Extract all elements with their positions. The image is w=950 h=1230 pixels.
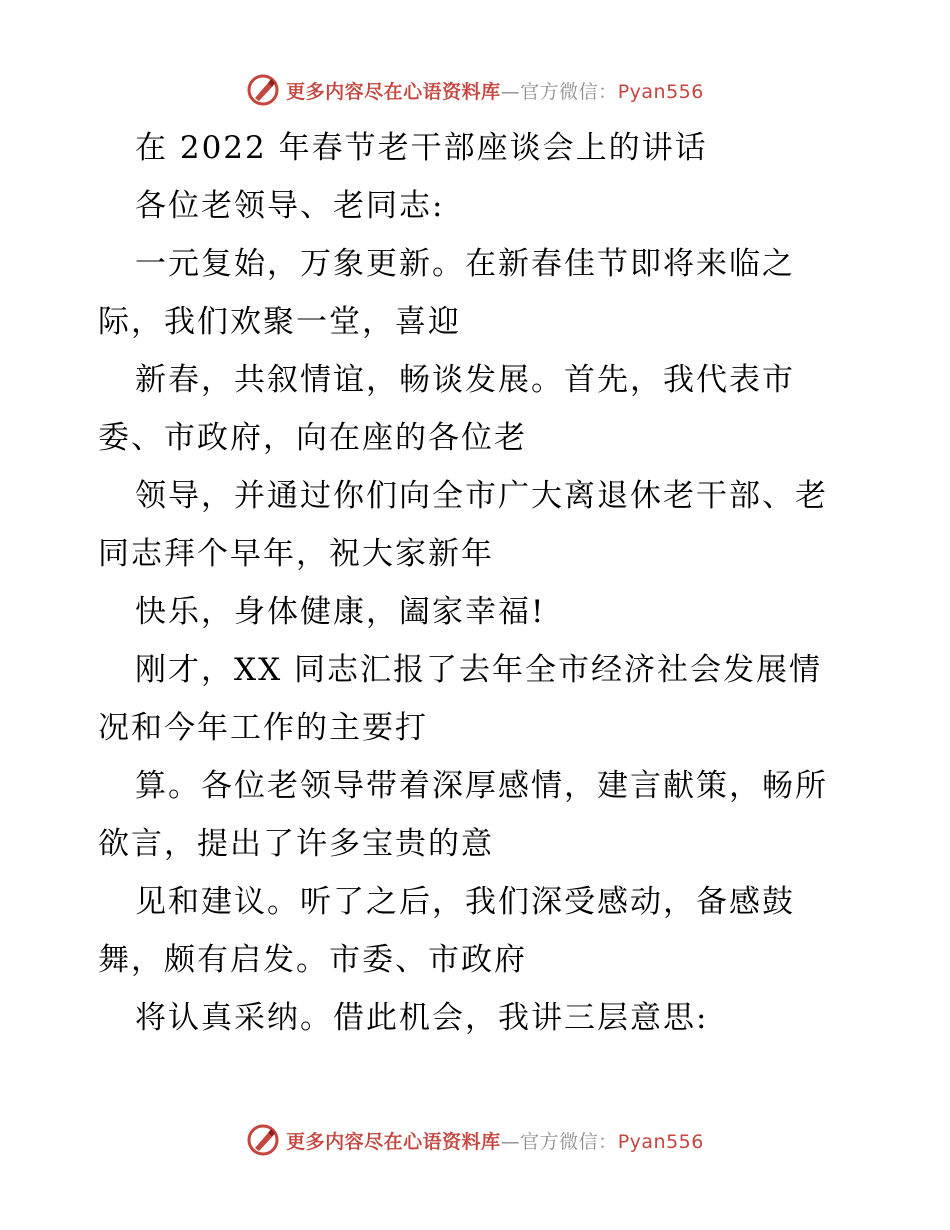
watermark-sub: 官方微信： <box>520 80 618 103</box>
pen-logo-icon <box>246 73 280 107</box>
paragraph-line: 际，我们欢聚一堂，喜迎 <box>98 304 461 340</box>
watermark-group <box>246 1123 704 1157</box>
paragraph-line: 一元复始，万象更新。在新春佳节即将来临之 <box>135 246 795 282</box>
paragraph-line: 刚才，XX 同志汇报了去年全市经济社会发展情 <box>135 652 822 688</box>
watermark-dash: — <box>500 80 521 103</box>
watermark-text <box>286 1127 704 1154</box>
paragraph-line: 欲言，提出了许多宝贵的意 <box>98 826 494 862</box>
document-salutation: 各位老领导、老同志: <box>135 188 445 224</box>
paragraph-line: 算。各位老领导带着深厚感情，建言献策，畅所 <box>135 768 828 804</box>
paragraph-line: 领导，并通过你们向全市广大离退休老干部、老 <box>135 478 828 514</box>
paragraph-line: 见和建议。听了之后，我们深受感动，备感鼓 <box>135 884 795 920</box>
header-watermark <box>0 70 950 110</box>
watermark-dash: — <box>500 1130 521 1153</box>
paragraph-line: 舞，颇有启发。市委、市政府 <box>98 942 527 978</box>
watermark-main: 更多内容尽在心语资料库 <box>286 1130 501 1153</box>
paragraph-line: 将认真采纳。借此机会，我讲三层意思: <box>135 1000 709 1036</box>
paragraph-line: 况和今年工作的主要打 <box>98 710 428 746</box>
footer-watermark <box>0 1120 950 1160</box>
watermark-group <box>246 73 704 107</box>
watermark-main: 更多内容尽在心语资料库 <box>286 80 501 103</box>
document-title: 在 2022 年春节老干部座谈会上的讲话 <box>135 130 708 166</box>
paragraph-line: 委、市政府，向在座的各位老 <box>98 420 527 456</box>
pen-logo-icon <box>246 1123 280 1157</box>
watermark-text <box>286 77 704 104</box>
paragraph-line: 新春，共叙情谊，畅谈发展。首先，我代表市 <box>135 362 795 398</box>
paragraph-line: 快乐，身体健康，阖家幸福! <box>135 594 546 630</box>
watermark-id: Pyan556 <box>617 80 704 103</box>
paragraph-line: 同志拜个早年，祝大家新年 <box>98 536 494 572</box>
watermark-sub: 官方微信： <box>520 1130 618 1153</box>
watermark-id: Pyan556 <box>617 1130 704 1153</box>
